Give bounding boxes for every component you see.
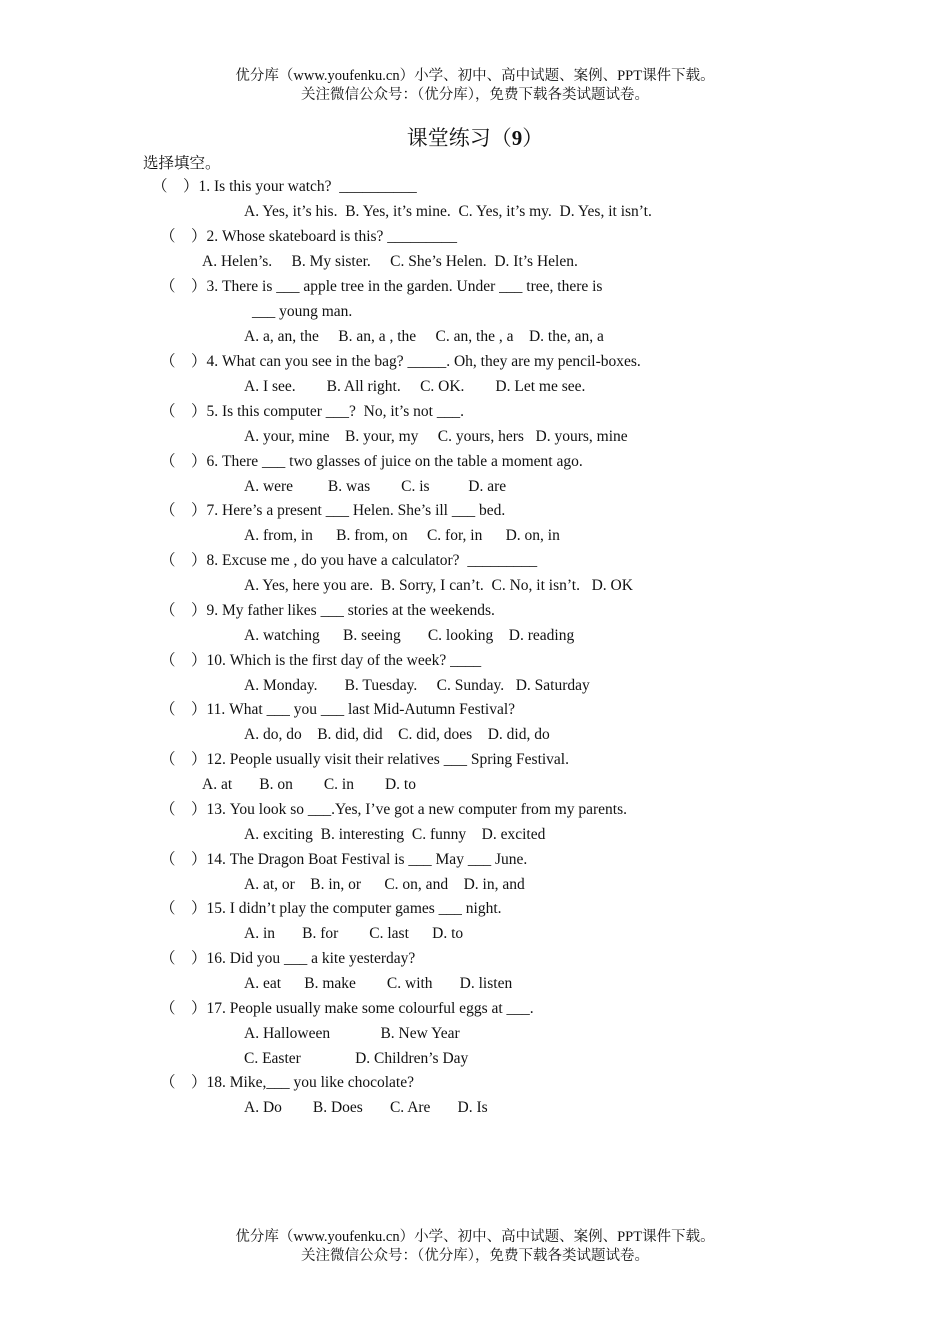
question-11: （ ）11. What ___ you ___ last Mid-Autumn Festival?	[160, 701, 516, 718]
options-8: A. Yes, here you are. B. Sorry, I can’t. C. No, it isn’t. D. OK	[244, 577, 633, 594]
options-14: A. at, or B. in, or C. on, and D. in, and	[244, 876, 525, 893]
question-15: （ ）15. I didn’t play the computer games ___ night.	[160, 900, 502, 917]
question-16: （ ）16. Did you ___ a kite yesterday?	[160, 950, 416, 967]
question-8: （ ）8. Excuse me , do you have a calculator? _________	[160, 552, 538, 569]
options-11: A. do, do B. did, did C. did, does D. did, do	[244, 726, 550, 743]
options-9: A. watching B. seeing C. looking D. reading	[244, 627, 575, 644]
question-18: （ ）18. Mike,___ you like chocolate?	[160, 1074, 414, 1091]
question-13: （ ）13. You look so ___.Yes, I’ve got a new computer from my parents.	[160, 801, 627, 818]
options-4: A. I see. B. All right. C. OK. D. Let me see.	[244, 378, 586, 395]
header-line-1: 优分库（www.youfenku.cn）小学、初中、高中试题、案例、PPT课件下载。	[235, 68, 715, 84]
instruction: 选择填空。	[143, 155, 221, 172]
question-17: （ ）17. People usually make some colourful eggs at ___.	[160, 1000, 534, 1017]
options-13: A. exciting B. interesting C. funny D. excited	[244, 826, 546, 843]
question-3: （ ）3. There is ___ apple tree in the garden. Under ___ tree, there is	[160, 278, 603, 295]
question-14: （ ）14. The Dragon Boat Festival is ___ May ___ June.	[160, 851, 528, 868]
question-4: （ ）4. What can you see in the bag? _____. Oh, they are my pencil-boxes.	[160, 353, 641, 370]
options-7: A. from, in B. from, on C. for, in D. on, in	[244, 527, 560, 544]
question-12: （ ）12. People usually visit their relatives ___ Spring Festival.	[160, 751, 569, 768]
options-5: A. your, mine B. your, my C. yours, hers D. yours, mine	[244, 428, 628, 445]
title-number: 9	[511, 126, 523, 150]
question-10: （ ）10. Which is the first day of the week? ____	[160, 652, 482, 669]
page-title	[0, 122, 950, 152]
options-12: A. at B. on C. in D. to	[202, 776, 416, 793]
options-15: A. in B. for C. last D. to	[244, 925, 464, 942]
question-1: （ ）1. Is this your watch? __________	[152, 178, 417, 195]
options-18: A. Do B. Does C. Are D. Is	[244, 1099, 488, 1116]
options-17b: C. Easter D. Children’s Day	[244, 1050, 469, 1067]
question-9: （ ）9. My father likes ___ stories at the weekends.	[160, 602, 495, 619]
question-2: （ ）2. Whose skateboard is this? _________	[160, 228, 458, 245]
options-2: A. Helen’s. B. My sister. C. She’s Helen. D. It’s Helen.	[202, 253, 578, 270]
header-line-2: 关注微信公众号：（优分库），免费下载各类试题试卷。	[301, 87, 649, 103]
question-7: （ ）7. Here’s a present ___ Helen. She’s ill ___ bed.	[160, 502, 506, 519]
options-6: A. were B. was C. is D. are	[244, 478, 507, 495]
footer-line-1: 优分库（www.youfenku.cn）小学、初中、高中试题、案例、PPT课件下载。	[235, 1229, 715, 1245]
footer-line-2: 关注微信公众号：（优分库），免费下载各类试题试卷。	[301, 1248, 649, 1264]
options-3: A. a, an, the B. an, a , the C. an, the , a D. the, an, a	[244, 328, 604, 345]
question-3-cont: ___ young man.	[252, 303, 353, 320]
question-5: （ ）5. Is this computer ___? No, it’s not ___.	[160, 403, 464, 420]
title-close: ）	[522, 126, 544, 150]
title-text: 课堂练习（	[406, 126, 512, 150]
options-10: A. Monday. B. Tuesday. C. Sunday. D. Saturday	[244, 677, 590, 694]
options-1: A. Yes, it’s his. B. Yes, it’s mine. C. Yes, it’s my. D. Yes, it isn’t.	[244, 203, 652, 220]
options-16: A. eat B. make C. with D. listen	[244, 975, 513, 992]
question-6: （ ）6. There ___ two glasses of juice on the table a moment ago.	[160, 453, 583, 470]
options-17a: A. Halloween B. New Year	[244, 1025, 460, 1042]
